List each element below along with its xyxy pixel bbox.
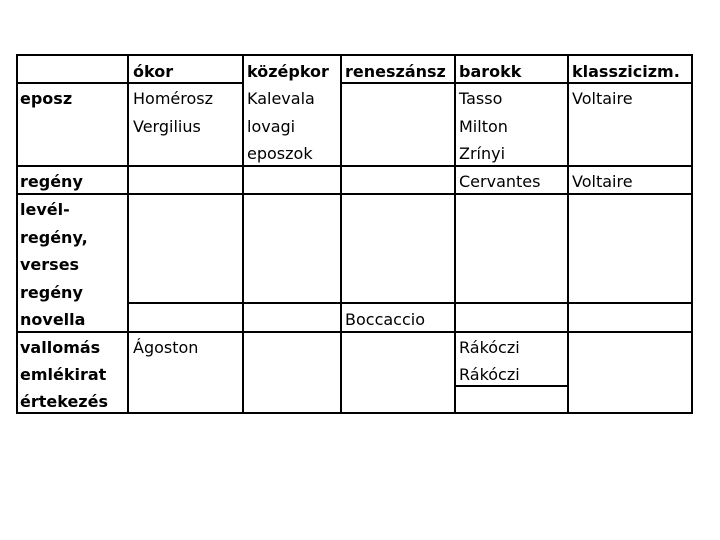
table-border-right [691, 54, 693, 414]
regeny-barokk-author: Cervantes [459, 172, 541, 191]
eposz-okor-authors [133, 85, 213, 140]
row-label-emlekirat: emlékirat [20, 365, 107, 384]
table-border-left [16, 54, 18, 414]
vallomas-okor-author: Ágoston [133, 338, 199, 357]
header-barokk: barokk [459, 62, 522, 81]
novella-reneszansz-author: Boccaccio [345, 310, 425, 329]
emlekirat-barokk-author: Rákóczi [459, 365, 520, 384]
column-divider [340, 54, 342, 414]
column-divider [127, 54, 129, 414]
regeny-klassz-author: Voltaire [572, 172, 633, 191]
author: Zrínyi [459, 144, 506, 163]
table-border-top [16, 54, 693, 56]
row-label-levelregeny [20, 196, 88, 306]
row-label-vallomas: vallomás [20, 338, 101, 357]
table-border-bottom [16, 412, 693, 414]
column-divider [242, 54, 244, 414]
work: lovagi [247, 116, 296, 136]
label-line: regény, [20, 227, 88, 247]
eposz-kozepkor-works [247, 85, 315, 168]
eposz-barokk-authors [459, 85, 508, 168]
eposz-klassz-author: Voltaire [572, 89, 633, 108]
header-reneszansz: reneszánsz [345, 62, 446, 81]
author: Milton [459, 116, 508, 136]
header-klasszicizmus: klasszicizm. [572, 62, 680, 81]
work: Kalevala [247, 89, 315, 108]
row-label-eposz: eposz [20, 89, 73, 108]
vallomas-barokk-author: Rákóczi [459, 338, 520, 357]
column-divider [454, 54, 456, 414]
author: Vergilius [133, 116, 201, 136]
row-divider [16, 165, 693, 167]
work: eposzok [247, 144, 313, 163]
author: Homérosz [133, 89, 213, 108]
label-line: regény [20, 282, 83, 302]
row-divider-partial [127, 302, 693, 304]
row-label-novella: novella [20, 310, 86, 329]
header-okor: ókor [133, 62, 174, 81]
row-label-ertekezes: értekezés [20, 392, 108, 411]
header-kozepkor: középkor [247, 62, 329, 81]
row-label-regeny: regény [20, 172, 83, 191]
author: Tasso [459, 89, 503, 108]
column-divider [567, 54, 569, 414]
label-line: verses [20, 255, 80, 274]
row-divider-partial [16, 82, 242, 84]
label-line: levél- [20, 200, 70, 219]
